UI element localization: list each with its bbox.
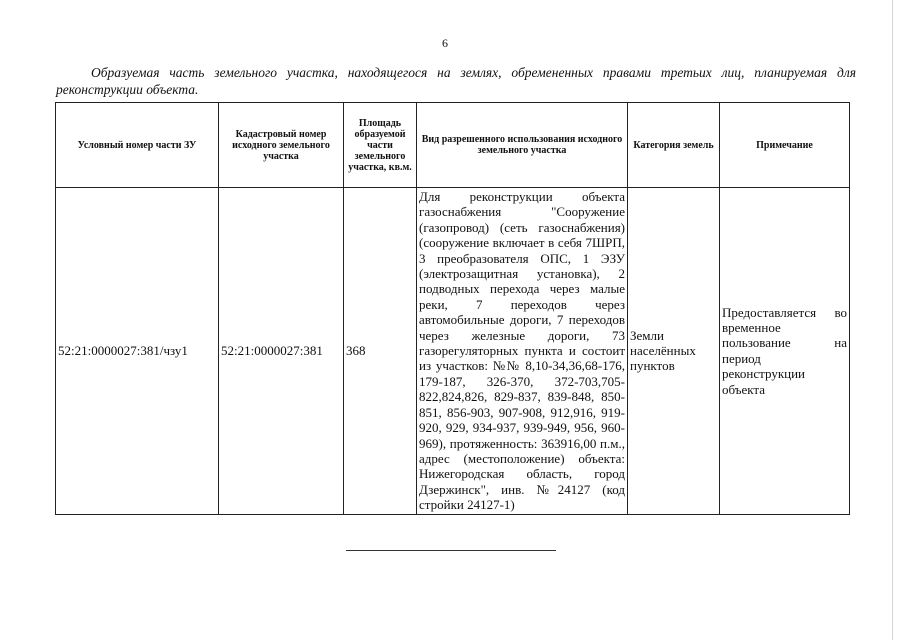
cell-area: 368 (344, 188, 417, 515)
header-part-number: Условный номер части ЗУ (56, 103, 219, 188)
cell-category: Земли населённых пунктов (628, 188, 720, 515)
table-row (56, 188, 850, 515)
header-permitted-use: Вид разрешенного использования исходного земельного участка (417, 103, 628, 188)
cell-cadastral-number: 52:21:0000027:381 (219, 188, 344, 515)
cell-permitted-use: Для реконструкции объекта газоснабжения "Сооружение (газопровод) (сеть газоснабжения) (сооружение включает в себя 7ШРП, 3 преобразователя ОПС, 1 ЭЗУ (электрозащитная установка), 2 подводных перехода через малые реки, 7 переходов через автомобильные дороги, 7 переходов через железные дороги, 73 газорегуляторных пункта и состоит из участков: №№ 8,10-34,36,68-176, 179-187, 326-370, 372-703,705-822,824,826, 829-837, 839-848, 850-851, 856-903, 907-908, 912,916, 919-920, 929, 934-937, 939-949, 956, 960-969), протяженность: 363916,00 п.м., адрес (местоположение) объекта: Нижегородская область, город Дзержинск", инв. №24127 (код стройки 24127-1) (417, 188, 628, 515)
header-row (56, 103, 850, 188)
land-parcel-table (55, 102, 850, 515)
cell-part-number: 52:21:0000027:381/чзу1 (56, 188, 219, 515)
intro-text: Образуемая часть земельного участка, находящегося на землях, обремененных правами третьих лиц, планируемая для реконструкции объекта. (56, 65, 856, 97)
header-category: Категория земель (628, 103, 720, 188)
header-area: Площадь образуемой части земельного участка, кв.м. (344, 103, 417, 188)
header-cadastral-number: Кадастровый номер исходного земельного участка (219, 103, 344, 188)
cell-note: Предоставляется во временное пользование на период реконструкции объекта (720, 188, 850, 515)
header-note: Примечание (720, 103, 850, 188)
page-number: 6 (442, 36, 448, 50)
scan-edge-line (892, 0, 893, 640)
end-divider (346, 550, 556, 551)
table-header (56, 103, 850, 188)
table-body (56, 188, 850, 515)
